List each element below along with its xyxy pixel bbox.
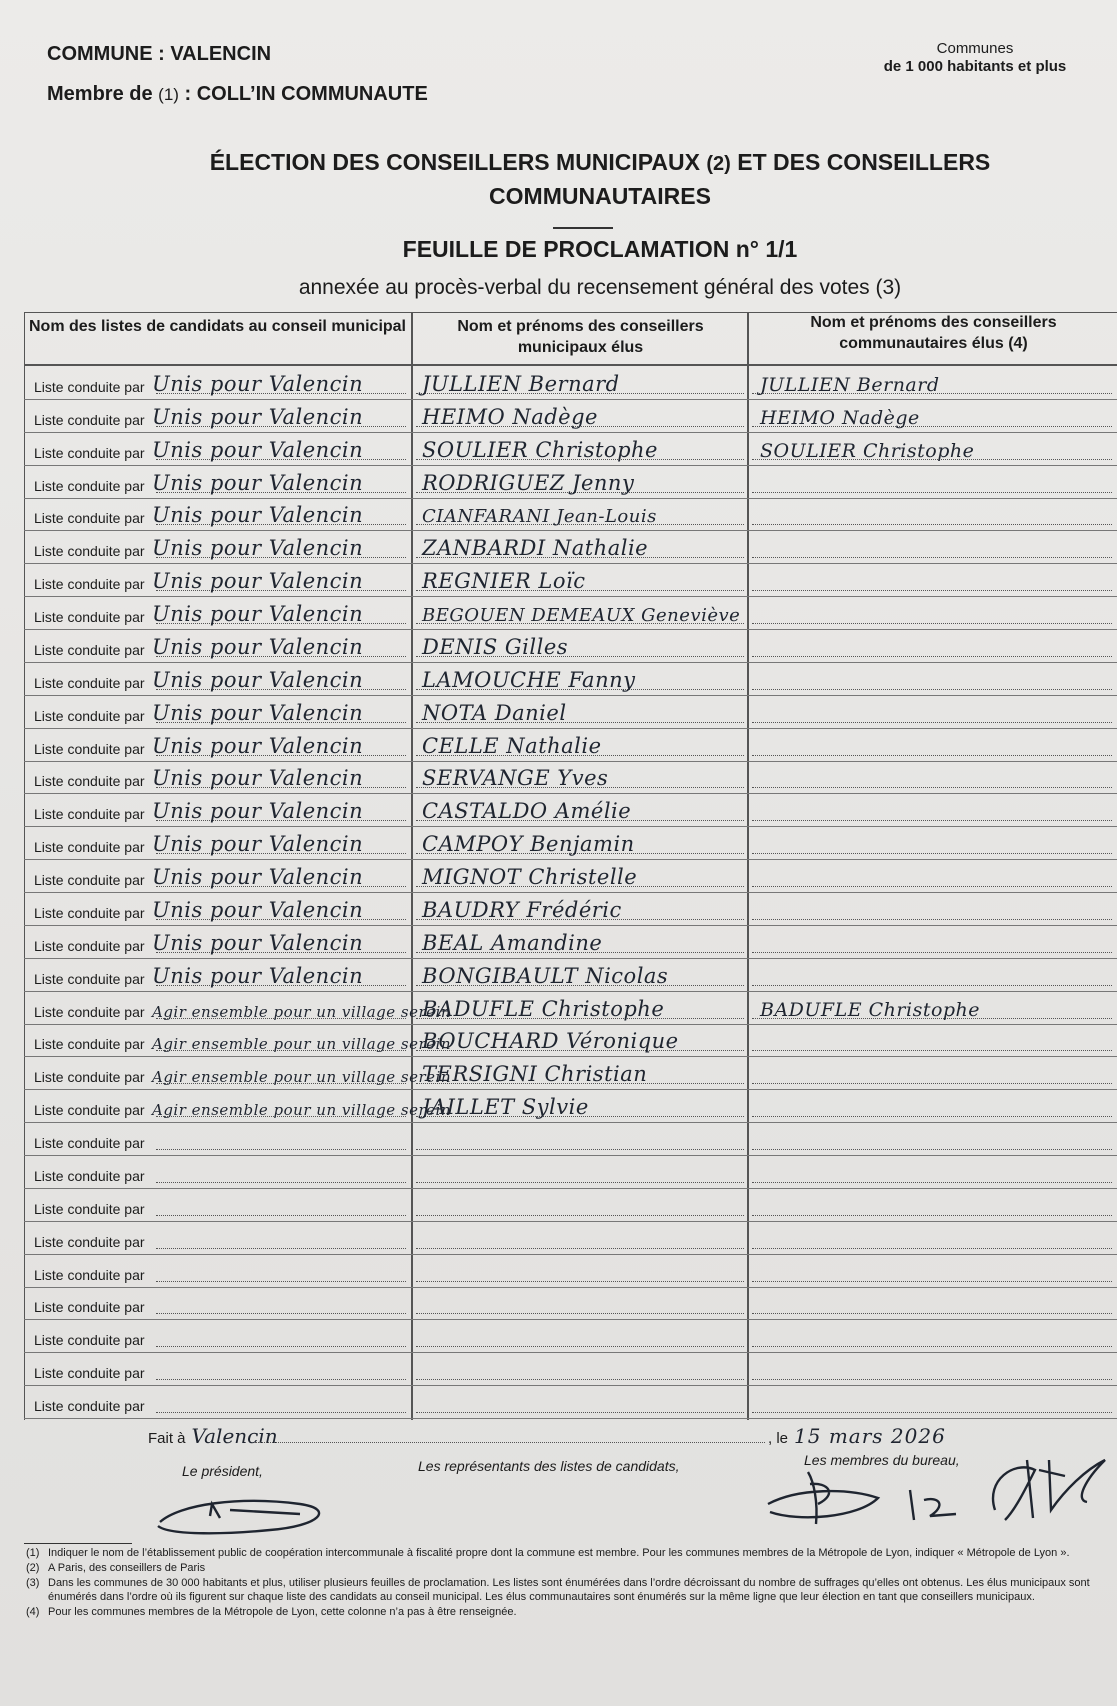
dotted-line <box>752 1083 1112 1084</box>
row-prefix-label: Liste conduite par <box>34 806 145 823</box>
list-name-cell: Unis pour Valencin <box>152 371 364 396</box>
footnote <box>26 1561 1117 1575</box>
proclamation-subtitle: FEUILLE DE PROCLAMATION n° 1/1 <box>402 236 798 262</box>
municipal-councillor-cell: LAMOUCHE Fanny <box>422 667 636 692</box>
bureau-signature-3 <box>975 1440 1115 1530</box>
dotted-line <box>752 656 1112 657</box>
list-name-cell: Unis pour Valencin <box>152 700 364 725</box>
table-row <box>24 564 1117 597</box>
footnote <box>26 1546 1117 1560</box>
le-label: , le <box>768 1430 789 1447</box>
dotted-line <box>752 1281 1112 1282</box>
list-name-cell: Unis pour Valencin <box>152 634 364 659</box>
table-row <box>24 663 1117 696</box>
list-name-cell: Unis pour Valencin <box>152 667 364 692</box>
municipal-councillor-cell: JAILLET Sylvie <box>422 1095 589 1120</box>
table-row <box>24 762 1117 795</box>
table-row <box>24 1189 1117 1222</box>
row-prefix-label: Liste conduite par <box>34 1135 145 1151</box>
row-prefix-label: Liste conduite par <box>34 1299 145 1316</box>
title-line1-b: ET DES CONSEILLERS <box>730 149 991 175</box>
proclamation-table <box>24 312 1117 1420</box>
dotted-line <box>416 1248 744 1249</box>
date-value: 15 mars 2026 <box>794 1424 946 1448</box>
membre-line <box>47 80 428 109</box>
dotted-line <box>752 590 1112 591</box>
dotted-line <box>752 755 1112 756</box>
dotted-line <box>416 1281 744 1282</box>
footnote-text: A Paris, des conseillers de Paris <box>48 1562 206 1574</box>
table-row <box>24 860 1117 893</box>
dotted-line <box>416 1215 744 1216</box>
community-councillor-cell: HEIMO Nadège <box>760 406 920 429</box>
municipal-councillor-cell: DENIS Gilles <box>422 634 569 659</box>
dotted-line <box>752 1379 1112 1380</box>
municipal-councillor-cell: TERSIGNI Christian <box>422 1062 648 1087</box>
dotted-line <box>752 1116 1112 1117</box>
footnote-number: (3) <box>26 1577 40 1589</box>
dotted-line <box>752 985 1112 986</box>
table-row <box>24 1320 1117 1353</box>
dotted-line <box>752 492 1112 493</box>
municipal-councillor-cell: SOULIER Christophe <box>422 437 658 462</box>
footnote-text: Pour les communes membres de la Métropole de Lyon, cette colonne n’a pas à être renseignée. <box>48 1606 517 1618</box>
commune-label: COMMUNE : VALENCIN <box>47 43 272 65</box>
dotted-line <box>752 886 1112 887</box>
row-prefix-label: Liste conduite par <box>34 1003 145 1020</box>
table-row <box>24 1288 1117 1321</box>
footnote-rule <box>24 1543 132 1544</box>
row-prefix-label: Liste conduite par <box>34 1365 145 1382</box>
dotted-line <box>156 1149 406 1150</box>
municipal-councillor-cell: CELLE Nathalie <box>422 733 602 758</box>
dotted-line <box>416 1149 744 1150</box>
municipal-councillor-cell: BEAL Amandine <box>422 930 603 955</box>
footnote <box>26 1605 1117 1619</box>
footnote-number: (4) <box>26 1606 40 1618</box>
list-name-cell: Agir ensemble pour un village serein <box>152 1068 452 1087</box>
dotted-line <box>752 1248 1112 1249</box>
row-prefix-label: Liste conduite par <box>34 1102 145 1119</box>
table-row <box>24 499 1117 532</box>
table-row <box>24 696 1117 729</box>
list-name-cell: Agir ensemble pour un village serein <box>152 1035 452 1054</box>
row-prefix-label: Liste conduite par <box>34 1036 145 1053</box>
dotted-line <box>156 1215 406 1216</box>
row-prefix-label: Liste conduite par <box>34 674 145 691</box>
table-row <box>24 1353 1117 1386</box>
category-line2: de 1 000 habitants et plus <box>883 58 1067 75</box>
dotted-line <box>752 1313 1112 1314</box>
municipal-councillor-cell: HEIMO Nadège <box>422 404 598 429</box>
table-row <box>24 992 1117 1025</box>
list-name-cell: Unis pour Valencin <box>152 503 364 528</box>
list-name-cell: Unis pour Valencin <box>152 437 364 462</box>
table-row <box>24 1025 1117 1058</box>
row-prefix-label: Liste conduite par <box>34 872 145 888</box>
table-row <box>24 531 1117 564</box>
municipal-councillor-cell: ZANBARDI Nathalie <box>422 536 649 561</box>
row-prefix-label: Liste conduite par <box>34 609 145 625</box>
president-label: Le président, <box>182 1463 263 1479</box>
municipal-councillor-cell: MIGNOT Christelle <box>422 865 638 889</box>
row-prefix-label: Liste conduite par <box>34 904 145 921</box>
municipal-councillor-cell: BONGIBAULT Nicolas <box>422 963 669 988</box>
dotted-line <box>416 1412 744 1413</box>
membre-value: : COLL’IN COMMUNAUTE <box>178 83 428 105</box>
row-prefix-label: Liste conduite par <box>34 1167 145 1184</box>
dotted-line <box>156 1182 406 1183</box>
dotted-line <box>156 1379 406 1380</box>
footnote-number: (1) <box>26 1547 40 1559</box>
table-row <box>24 794 1117 827</box>
row-prefix-label: Liste conduite par <box>34 937 145 954</box>
row-prefix-label: Liste conduite par <box>34 641 145 658</box>
list-name-cell: Unis pour Valencin <box>152 897 364 922</box>
list-name-cell: Unis pour Valencin <box>152 602 364 626</box>
dotted-line <box>752 1346 1112 1347</box>
table-row <box>24 926 1117 959</box>
election-title <box>120 146 1080 212</box>
table-row <box>24 433 1117 466</box>
commune-header <box>47 40 428 109</box>
municipal-councillor-cell: JULLIEN Bernard <box>422 371 620 396</box>
list-name-cell: Unis pour Valencin <box>152 930 364 955</box>
footnote-text: Indiquer le nom de l’établissement public de coopération intercommunale à fiscalité propre dont la commune est membre. Pour les communes membres de la Métropole de Lyon, indiquer « Métropole de Lyon ». <box>48 1547 1070 1559</box>
title-rule <box>553 227 613 229</box>
president-signature <box>150 1474 340 1544</box>
list-name-cell: Unis pour Valencin <box>152 733 364 758</box>
row-prefix-label: Liste conduite par <box>34 510 145 527</box>
commune-category <box>860 40 1090 76</box>
municipal-councillor-cell: BADUFLE Christophe <box>422 996 665 1021</box>
list-name-cell: Unis pour Valencin <box>152 404 364 429</box>
table-row <box>24 1090 1117 1123</box>
table-row <box>24 367 1117 400</box>
header-municipaux: Nom et prénoms des conseillers municipaux élus <box>457 318 704 356</box>
footnote-text: Dans les communes de 30 000 habitants et plus, utiliser plusieurs feuilles de proclamation. Les listes sont énumérées dans l’ordre décroissant du nombre de suffrages qu’elles ont obtenus. Les élus municipaux sont énumérés dans l’ordre où ils figurent sur chaque liste des candidats au conseil municipal. Les élus communautaires sont énumérés sur la même ligne que leur élection en tant que conseillers municipaux. <box>48 1577 1090 1603</box>
table-row <box>24 466 1117 499</box>
list-name-cell: Unis pour Valencin <box>152 569 364 594</box>
dotted-line <box>752 623 1112 624</box>
row-prefix-label: Liste conduite par <box>34 1200 145 1217</box>
community-councillor-cell: BADUFLE Christophe <box>760 998 981 1021</box>
footnote <box>26 1576 1117 1604</box>
dotted-line <box>156 1248 406 1249</box>
dotted-line <box>752 820 1112 821</box>
dotted-line <box>752 1149 1112 1150</box>
dotted-line <box>156 1412 406 1413</box>
municipal-councillor-cell: BAUDRY Frédéric <box>422 897 622 922</box>
row-prefix-label: Liste conduite par <box>34 1233 145 1250</box>
header-separator <box>24 364 1117 366</box>
row-prefix-label: Liste conduite par <box>34 839 145 856</box>
date-field <box>768 1424 946 1448</box>
representants-label: Les représentants des listes de candidats, <box>418 1458 680 1474</box>
table-row <box>24 1123 1117 1156</box>
row-prefix-label: Liste conduite par <box>34 477 145 494</box>
list-name-cell: Agir ensemble pour un village serein <box>152 1101 452 1120</box>
dotted-line <box>156 1313 406 1314</box>
dotted-line <box>752 919 1112 920</box>
row-prefix-label: Liste conduite par <box>34 707 145 724</box>
table-row <box>24 729 1117 762</box>
footnote-number: (2) <box>26 1562 40 1574</box>
table-row <box>24 597 1117 630</box>
bureau-signature-1 <box>758 1452 888 1532</box>
fait-dotted-line <box>255 1442 765 1443</box>
dotted-line <box>752 1412 1112 1413</box>
list-name-cell: Unis pour Valencin <box>152 963 364 988</box>
membre-prefix: Membre de <box>47 83 159 105</box>
annex-line: annexée au procès-verbal du recensement général des votes (3) <box>298 276 902 299</box>
municipal-councillor-cell: REGNIER Loïc <box>422 569 586 594</box>
dotted-line <box>416 1182 744 1183</box>
title-line1-a: ÉLECTION DES CONSEILLERS MUNICIPAUX <box>209 149 707 175</box>
bureau-signature-2 <box>900 1480 970 1530</box>
table-row <box>24 959 1117 992</box>
list-name-cell: Agir ensemble pour un village serein <box>152 1002 452 1021</box>
list-name-cell: Unis pour Valencin <box>152 536 364 561</box>
table-row <box>24 827 1117 860</box>
table-row <box>24 1156 1117 1189</box>
dotted-line <box>752 689 1112 690</box>
dotted-line <box>752 524 1112 525</box>
dotted-line <box>752 1050 1112 1051</box>
dotted-line <box>752 557 1112 558</box>
dotted-line <box>752 952 1112 953</box>
dotted-line <box>752 1215 1112 1216</box>
community-councillor-cell: SOULIER Christophe <box>760 439 975 462</box>
row-prefix-label: Liste conduite par <box>34 773 145 790</box>
row-prefix-label: Liste conduite par <box>34 543 145 560</box>
table-row <box>24 630 1117 663</box>
municipal-councillor-cell: SERVANGE Yves <box>422 766 609 791</box>
header-communautaires: Nom et prénoms des conseillers communautaires élus (4) <box>810 314 1057 352</box>
dotted-line <box>156 1281 406 1282</box>
municipal-councillor-cell: BOUCHARD Véronique <box>422 1029 679 1054</box>
table-row <box>24 400 1117 433</box>
row-prefix-label: Liste conduite par <box>34 378 145 395</box>
dotted-line <box>416 1379 744 1380</box>
fait-label: Fait à <box>148 1430 186 1447</box>
bureau-label: Les membres du bureau, <box>804 1452 960 1468</box>
fait-value: Valencin <box>191 1424 278 1448</box>
list-name-cell: Unis pour Valencin <box>152 766 364 791</box>
category-line1: Communes <box>936 40 1014 57</box>
dotted-line <box>416 1313 744 1314</box>
dotted-line <box>416 1346 744 1347</box>
row-prefix-label: Liste conduite par <box>34 444 145 461</box>
list-name-cell: Unis pour Valencin <box>152 832 364 857</box>
list-name-cell: Unis pour Valencin <box>152 865 364 889</box>
table-row <box>24 1057 1117 1090</box>
list-name-cell: Unis pour Valencin <box>152 470 364 495</box>
municipal-councillor-cell: NOTA Daniel <box>422 700 567 725</box>
dotted-line <box>752 1182 1112 1183</box>
list-name-cell: Unis pour Valencin <box>152 799 364 824</box>
fait-a <box>148 1424 278 1448</box>
dotted-line <box>752 787 1112 788</box>
title-line2: COMMUNAUTAIRES <box>489 183 711 209</box>
table-row <box>24 1255 1117 1288</box>
municipal-councillor-cell: BEGOUEN DEMEAUX Geneviève <box>422 605 741 626</box>
community-councillor-cell: JULLIEN Bernard <box>760 373 940 396</box>
header-listes: Nom des listes de candidats au conseil municipal <box>29 318 406 335</box>
row-prefix-label: Liste conduite par <box>34 740 145 757</box>
dotted-line <box>752 853 1112 854</box>
municipal-councillor-cell: CAMPOY Benjamin <box>422 832 635 857</box>
footnotes <box>26 1546 1117 1620</box>
municipal-councillor-cell: CIANFARANI Jean-Louis <box>422 506 657 528</box>
row-prefix-label: Liste conduite par <box>34 970 145 987</box>
municipal-councillor-cell: CASTALDO Amélie <box>422 799 632 824</box>
row-prefix-label: Liste conduite par <box>34 411 145 428</box>
table-row <box>24 1222 1117 1255</box>
table-row <box>24 1386 1117 1419</box>
row-prefix-label: Liste conduite par <box>34 1332 145 1349</box>
title-note: (2) <box>706 153 731 175</box>
row-prefix-label: Liste conduite par <box>34 1069 145 1086</box>
table-row <box>24 893 1117 926</box>
dotted-line <box>752 722 1112 723</box>
row-prefix-label: Liste conduite par <box>34 1266 145 1283</box>
municipal-councillor-cell: RODRIGUEZ Jenny <box>422 470 635 495</box>
row-prefix-label: Liste conduite par <box>34 576 145 593</box>
dotted-line <box>156 1346 406 1347</box>
membre-note: (1) <box>158 85 179 104</box>
row-prefix-label: Liste conduite par <box>34 1398 145 1414</box>
